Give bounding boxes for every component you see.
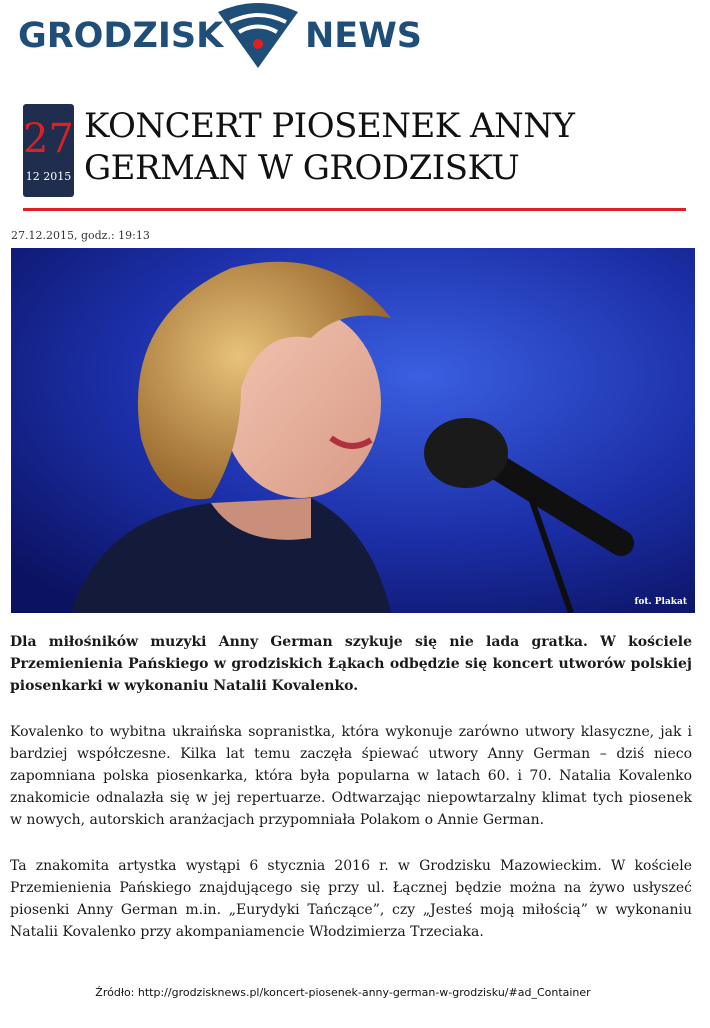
article-body	[10, 631, 692, 967]
site-logo[interactable]	[18, 2, 438, 70]
article-title: KONCERT PIOSENEK ANNY GERMAN W GRODZISKU	[84, 106, 575, 188]
article-date-badge	[23, 104, 74, 197]
wifi-signal-shield-icon	[214, 2, 302, 68]
date-day: 27	[23, 116, 74, 162]
source-link[interactable]: Źródło: http://grodzisknews.pl/koncert-piosenek-anny-german-w-grodzisku/#ad_Container	[95, 986, 591, 999]
article-timestamp: 27.12.2015, godz.: 19:13	[11, 229, 150, 242]
article-paragraph: Ta znakomita artystka wystąpi 6 stycznia 2016 r. w Grodzisku Mazowieckim. W kościele Przemienienia Pańskiego znajdującego się przy ul. Łącznej będzie można na żywo usłyszeć piosenki Anny German m.in. „Eurydyki Tańczące”, czy „Jesteś moją miłością” w wykonaniu Natalii Kovalenko przy akompaniamencie Włodzimierza Trzeciaka.	[10, 858, 692, 940]
article-paragraph: Kovalenko to wybitna ukraińska sopranistka, która wykonuje zarówno utwory klasyczne, jak i bardziej współczesne. Kilka lat temu zaczęła śpiewać utwory Anny German – dziś nieco zapomniana polska piosenkarka, która była popularna w latach 60. i 70. Natalia Kovalenko znakomicie odnalazła się w jej repertuarze. Odtwarzając niepowtarzalny klimat tych piosenek w nowych, autorskich aranżacjach przypomniała Polakom o Annie German.	[10, 724, 692, 828]
site-name-right: NEWS	[305, 16, 423, 56]
article-lead: Dla miłośników muzyki Anny German szykuje się nie lada gratka. W kościele Przemienienia Pańskiego w grodziskich Łąkach odbędzie się koncert utworów polskiej piosenkarki w wykonaniu Natalii Kovalenko.	[10, 634, 692, 694]
site-name-left: GRODZISK	[18, 16, 224, 56]
article-photo	[11, 248, 695, 613]
title-divider	[23, 208, 686, 211]
photo-credit: fot. Plakat	[634, 597, 687, 607]
date-month-year: 12 2015	[25, 170, 72, 183]
